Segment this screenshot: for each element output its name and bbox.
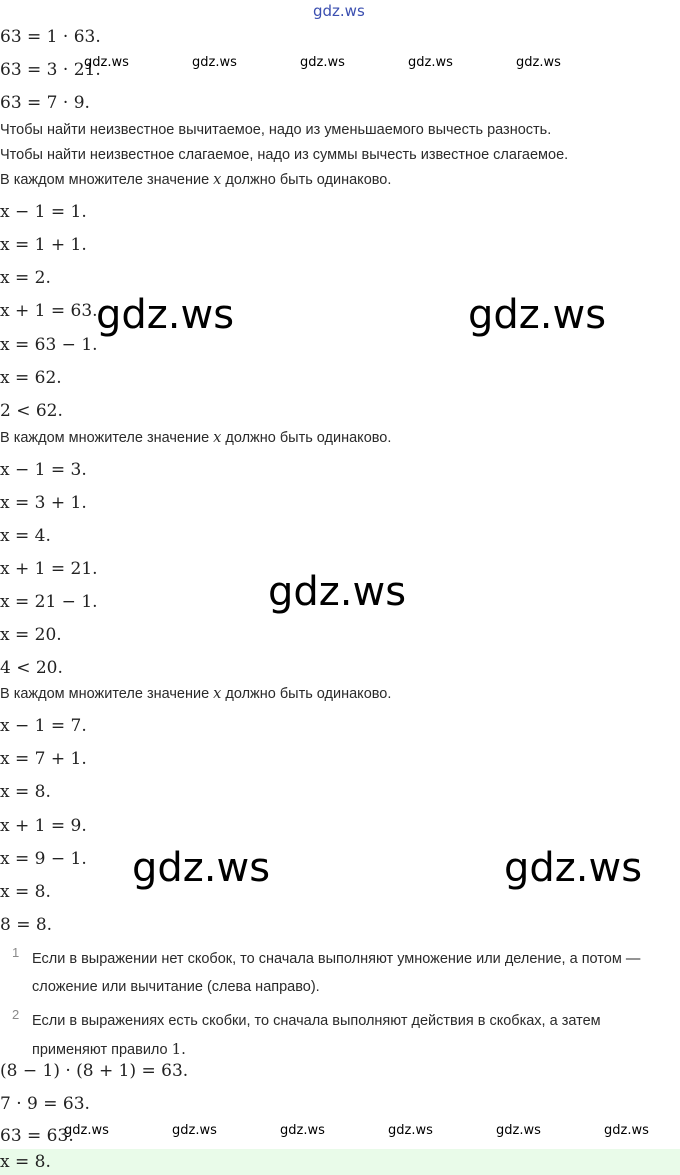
math-line: 63 = 1 · 63. [0, 27, 101, 47]
math-line: x = 1 + 1. [0, 235, 87, 255]
text-line [0, 686, 391, 702]
text-line: Чтобы найти неизвестное слагаемое, надо из суммы вычесть известное слагаемое. [0, 147, 569, 163]
rule-1 [0, 945, 680, 1001]
math-line: x = 62. [0, 368, 62, 388]
watermark: gdz.ws [172, 1123, 217, 1138]
math-line: x + 1 = 9. [0, 816, 87, 836]
watermark: gdz.ws [604, 1123, 649, 1138]
watermark-large: gdz.ws [504, 845, 643, 891]
text-segment: В каждом множителе значение [0, 686, 214, 702]
math-line: x = 20. [0, 625, 62, 645]
text-line: Чтобы найти неизвестное вычитаемое, надо из уменьшаемого вычесть разность. [0, 122, 552, 138]
rule-2-number: 2 [12, 1007, 20, 1022]
math-line: x + 1 = 63. [0, 301, 98, 321]
rule-2-text: Если в выражениях есть скобки, то сначала выполняют действия в скобках, а затем применяют правило [32, 1013, 601, 1058]
math-line: x = 21 − 1. [0, 592, 98, 612]
math-line: x = 9 − 1. [0, 849, 87, 869]
math-line: x = 8. [0, 882, 51, 902]
math-line: x = 8. [0, 782, 51, 802]
text-segment: В каждом множителе значение [0, 172, 214, 188]
math-line: x = 3 + 1. [0, 493, 87, 513]
watermark: gdz.ws [280, 1123, 325, 1138]
watermark-top: gdz.ws [313, 2, 365, 20]
text-segment: должно быть одинаково. [221, 686, 392, 702]
rule-1-text: Если в выражении нет скобок, то сначала выполняют умножение или деление, а потом — сложение или вычитание (слева направо). [32, 951, 641, 995]
math-line: x − 1 = 7. [0, 716, 87, 736]
watermark: gdz.ws [192, 55, 237, 70]
variable-x: x [213, 172, 222, 188]
math-line: 63 = 63. [0, 1126, 74, 1146]
variable-x: x [213, 430, 222, 446]
rule-2 [0, 1007, 680, 1063]
watermark: gdz.ws [408, 55, 453, 70]
math-line: x = 2. [0, 268, 51, 288]
rule-2-text-wrap [32, 1007, 672, 1064]
variable-x: x [213, 686, 222, 702]
text-line [0, 430, 391, 446]
answer-row [0, 1149, 680, 1175]
rule-2-math: 1. [171, 1040, 186, 1058]
watermark: gdz.ws [64, 1123, 109, 1138]
watermark-large: gdz.ws [96, 292, 235, 338]
math-line: 63 = 7 · 9. [0, 93, 90, 113]
math-line: x − 1 = 1. [0, 202, 87, 222]
math-line: x + 1 = 21. [0, 559, 98, 579]
math-line: 4 < 20. [0, 658, 63, 678]
math-line: x − 1 = 3. [0, 460, 87, 480]
rule-1-number: 1 [12, 945, 20, 960]
watermark: gdz.ws [496, 1123, 541, 1138]
watermark: gdz.ws [388, 1123, 433, 1138]
math-line: 2 < 62. [0, 401, 63, 421]
watermark-large: gdz.ws [268, 569, 407, 615]
math-line: x = 7 + 1. [0, 749, 87, 769]
math-line: x = 63 − 1. [0, 335, 98, 355]
math-line: 63 = 3 · 21. [0, 60, 101, 80]
math-line: (8 − 1) · (8 + 1) = 63. [0, 1061, 189, 1081]
watermark: gdz.ws [84, 55, 129, 70]
watermark: gdz.ws [300, 55, 345, 70]
watermark: gdz.ws [516, 55, 561, 70]
text-segment: В каждом множителе значение [0, 430, 214, 446]
math-line: 8 = 8. [0, 915, 53, 935]
math-line: 7 · 9 = 63. [0, 1094, 90, 1114]
watermark-large: gdz.ws [132, 845, 271, 891]
answer-text: x = 8. [0, 1152, 51, 1172]
text-line [0, 172, 391, 188]
math-line: x = 4. [0, 526, 51, 546]
text-segment: должно быть одинаково. [221, 430, 392, 446]
text-segment: должно быть одинаково. [221, 172, 392, 188]
watermark-large: gdz.ws [468, 292, 607, 338]
